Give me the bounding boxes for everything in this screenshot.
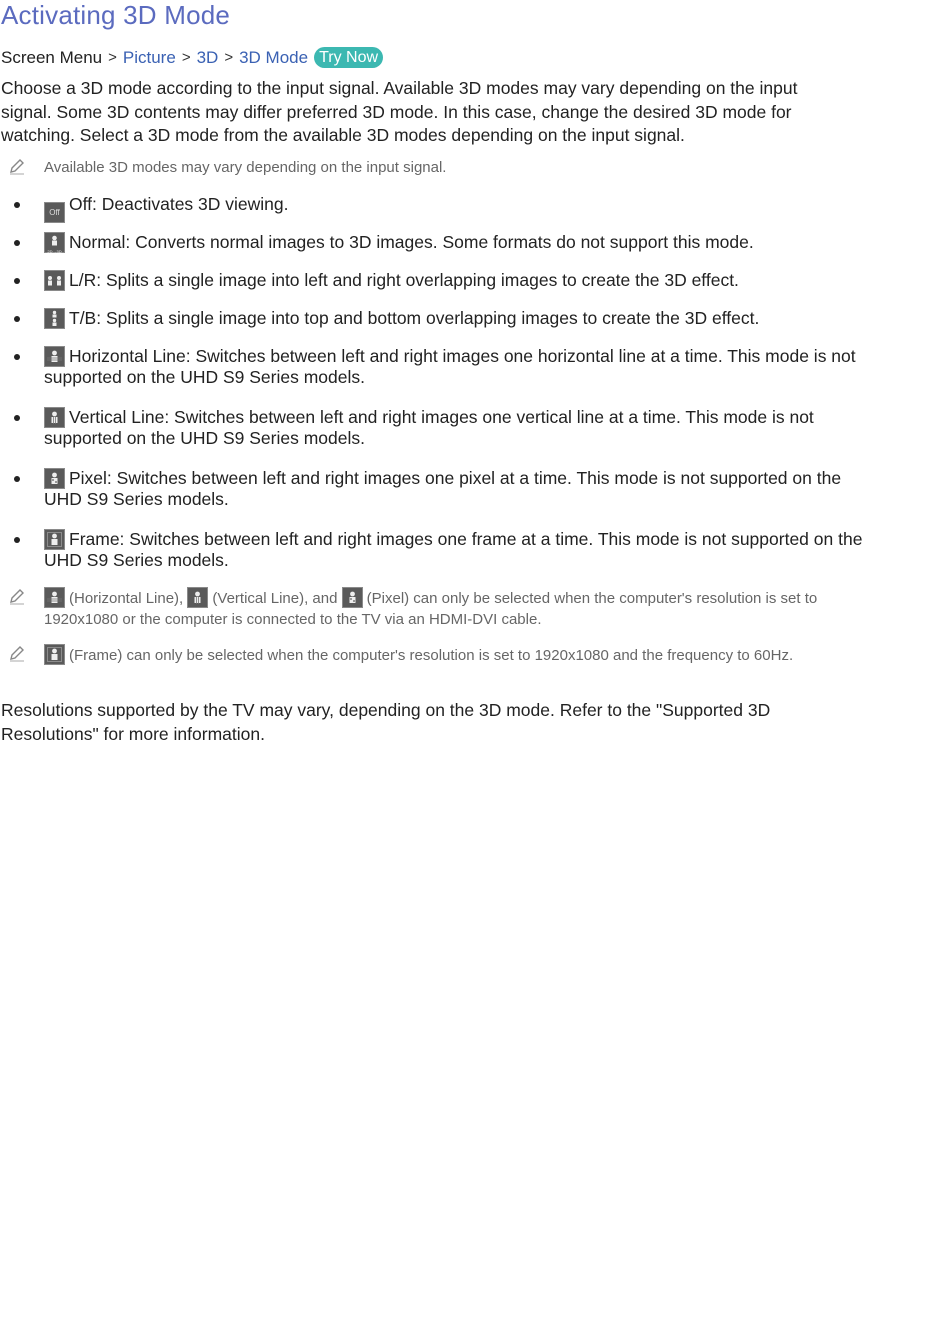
- normal-icon: [44, 232, 65, 253]
- bullet-dot: [14, 537, 20, 543]
- mode-normal-text: Normal: Converts normal images to 3D images. Some formats do not support this mode.: [69, 232, 754, 252]
- breadcrumb-3d-mode[interactable]: 3D Mode: [239, 47, 309, 67]
- bullet-dot: [14, 476, 20, 482]
- tb-icon: [44, 308, 65, 329]
- list-item-lr: [14, 270, 864, 291]
- breadcrumb-picture[interactable]: Picture: [122, 47, 176, 67]
- note-frame: [8, 644, 858, 666]
- bullet-dot: [14, 415, 20, 421]
- note-resolution: [8, 587, 858, 630]
- breadcrumb-root: Screen Menu: [1, 47, 103, 67]
- pencil-icon: [8, 157, 26, 175]
- vertical-line-icon: [44, 407, 65, 428]
- breadcrumb-separator: >: [181, 49, 191, 66]
- intro-paragraph: Choose a 3D mode according to the input signal. Available 3D modes may vary depending on the input signal. Some 3D contents may differ preferred 3D mode. In this case, change the desired 3D mode for watching. Select a 3D mode from the available 3D modes depending on the input signal.: [1, 78, 798, 145]
- breadcrumb-separator: >: [108, 49, 117, 66]
- list-item-vertical-line: [14, 407, 864, 449]
- bullet-dot: [14, 354, 20, 360]
- outro-paragraph: Resolutions supported by the TV may vary, depending on the 3D mode. Refer to the "Supported 3D Resolutions" for more information.: [1, 700, 771, 744]
- breadcrumb-3d[interactable]: 3D: [196, 47, 219, 67]
- pixel-icon: [44, 468, 65, 489]
- frame-icon: [44, 529, 65, 550]
- mode-lr-text: L/R: Splits a single image into left and right overlapping images to create the 3D effect.: [69, 270, 739, 290]
- pencil-icon: [8, 644, 26, 662]
- horizontal-line-icon: [44, 346, 65, 367]
- note-available-modes: [8, 157, 858, 178]
- bullet-dot: [14, 240, 20, 246]
- list-item-frame: [14, 529, 864, 571]
- lr-icon: [44, 270, 65, 291]
- list-item-pixel: [14, 468, 864, 510]
- note-resolution-part3: (Pixel) can only be selected when the computer's resolution is set to 1920x1080 or the computer is connected to the TV via an HDMI-DVI cable.: [44, 590, 818, 628]
- list-item-tb: [14, 308, 864, 329]
- horizontal-line-icon: [44, 587, 65, 608]
- frame-icon: [44, 644, 65, 665]
- try-now-button[interactable]: Try Now: [314, 47, 383, 68]
- note-frame-text: (Frame) can only be selected when the computer's resolution is set to 1920x1080 and the frequency to 60Hz.: [69, 647, 794, 664]
- normal-icon-label: 2D→3D: [47, 249, 62, 254]
- bullet-dot: [14, 278, 20, 284]
- breadcrumb-separator: >: [224, 49, 234, 66]
- note-text: Available 3D modes may vary depending on the input signal.: [44, 159, 447, 176]
- vertical-line-icon: [187, 587, 208, 608]
- mode-tb-text: T/B: Splits a single image into top and bottom overlapping images to create the 3D effect.: [69, 308, 760, 328]
- bullet-dot: [14, 316, 20, 322]
- list-item-horizontal-line: [14, 346, 864, 388]
- off-icon: Off: [44, 202, 65, 223]
- mode-off-text: Off: Deactivates 3D viewing.: [69, 194, 289, 214]
- list-item-off: [14, 194, 864, 223]
- note-resolution-part2: (Vertical Line), and: [212, 590, 338, 607]
- pixel-icon: [342, 587, 363, 608]
- mode-horizontal-line-text: Horizontal Line: Switches between left and right images one horizontal line at a time. This mode is not supported on the UHD S9 Series models.: [44, 346, 856, 387]
- pencil-icon: [8, 587, 26, 605]
- mode-pixel-text: Pixel: Switches between left and right images one pixel at a time. This mode is not supported on the UHD S9 Series models.: [44, 468, 842, 509]
- bullet-dot: [14, 202, 20, 208]
- page-title: Activating 3D Mode: [1, 0, 231, 30]
- mode-vertical-line-text: Vertical Line: Switches between left and right images one vertical line at a time. This mode is not supported on the UHD S9 Series models.: [44, 407, 814, 448]
- mode-frame-text: Frame: Switches between left and right images one frame at a time. This mode is not supported on the UHD S9 Series models.: [44, 529, 863, 570]
- breadcrumb: [1, 47, 383, 68]
- note-resolution-part1: (Horizontal Line),: [69, 590, 184, 607]
- list-item-normal: [14, 232, 864, 253]
